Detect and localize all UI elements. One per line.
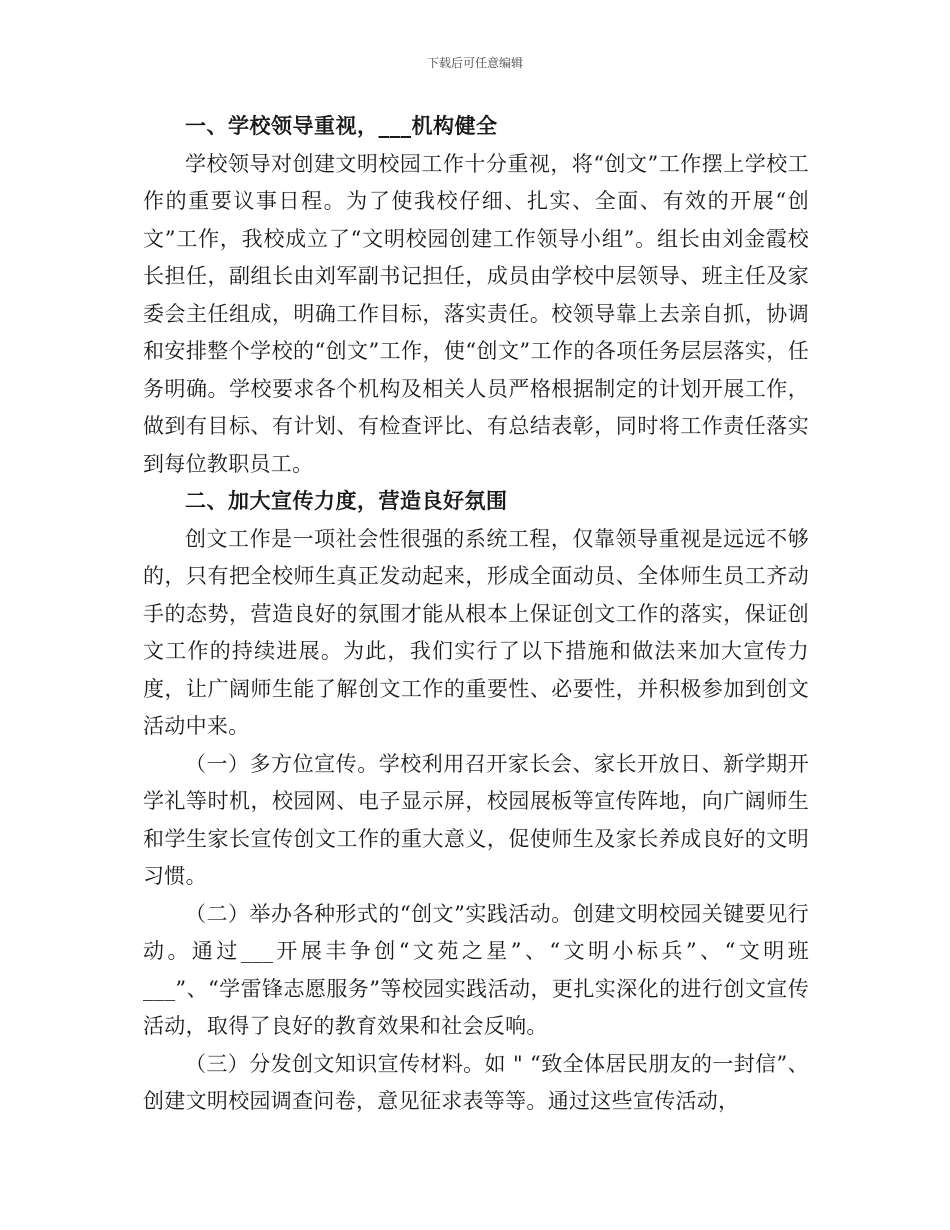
- section-heading-2: 二、加大宣传力度，营造良好氛围: [185, 489, 508, 513]
- paragraph-5: （三）分发创文知识宣传材料。如 " “致全体居民朋友的一封信”、创建文明校园调查问卷，意见征求表等等。通过这些宣传活动，: [143, 1051, 809, 1113]
- paragraph-3: （一）多方位宣传。学校利用召开家长会、家长开放日、新学期开学礼等时机，校园网、电子显示屏，校园展板等宣传阵地，向广阔师生和学生家长宣传创文工作的重大意义，促使师生及家长养成良好的文明习惯。: [143, 751, 809, 888]
- section-heading-1: 一、学校领导重视，___机构健全: [185, 114, 498, 138]
- document-body: [143, 108, 809, 1121]
- header-note: 下载后可任意编辑: [426, 56, 523, 70]
- paragraph-1: 学校领导对创建文明校园工作十分重视，将“创文”工作摆上学校工作的重要议事日程。为了使我校仔细、扎实、全面、有效的开展“创文”工作，我校成立了“文明校园创建工作领导小组”。组长由刘金霞校长担任，副组长由刘军副书记担任，成员由学校中层领导、班主任及家委会主任组成，明确工作目标，落实责任。校领导靠上去亲自抓，协调和安排整个学校的“创文”工作，使“创文”工作的各项任务层层落实，任务明确。学校要求各个机构及相关人员严格根据制定的计划开展工作，做到有目标、有计划、有检查评比、有总结表彰，同时将工作责任落实到每位教职员工。: [143, 151, 809, 476]
- paragraph-4: （二）举办各种形式的“创文”实践活动。创建文明校园关键要见行动。通过___开展丰争创“文苑之星”、“文明小标兵”、“文明班___”、“学雷锋志愿服务”等校园实践活动，更扎实深化的进行创文宣传活动，取得了良好的教育效果和社会反响。: [143, 901, 809, 1038]
- paragraph-2: 创文工作是一项社会性很强的系统工程，仅靠领导重视是远远不够的，只有把全校师生真正发动起来，形成全面动员、全体师生员工齐动手的态势，营造良好的氛围才能从根本上保证创文工作的落实，保证创文工作的持续进展。为此，我们实行了以下措施和做法来加大宣传力度，让广阔师生能了解创文工作的重要性、必要性，并积极参加到创文活动中来。: [143, 526, 809, 738]
